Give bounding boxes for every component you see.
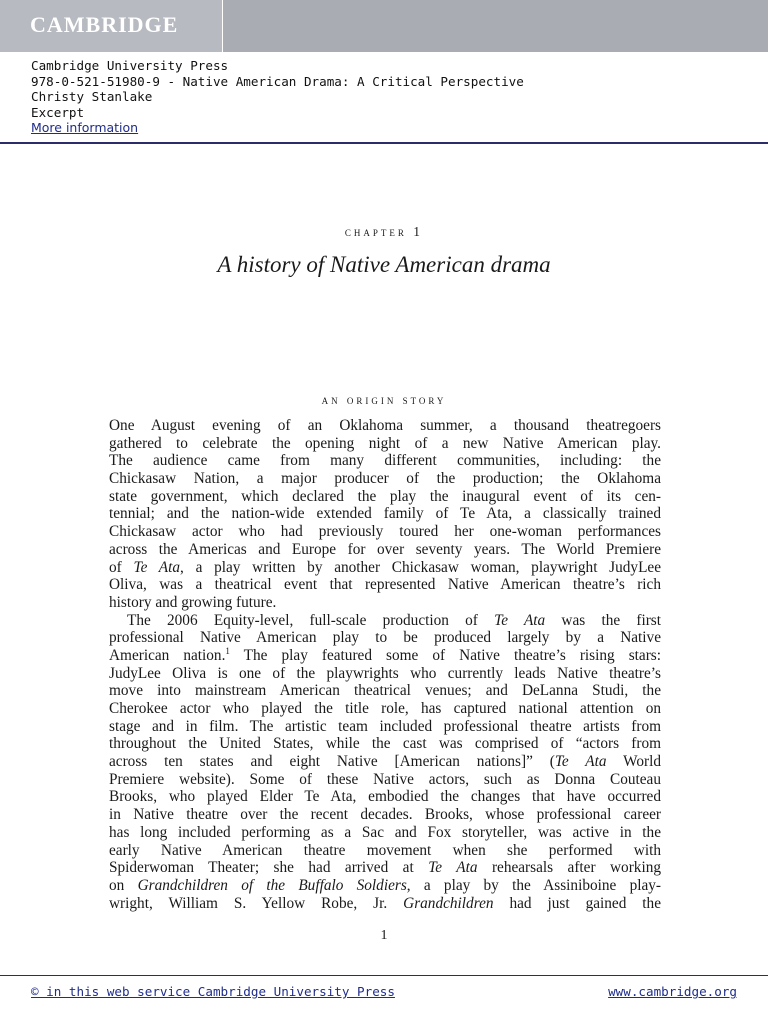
text-run: World <box>606 753 661 771</box>
text-line: JudyLee Oliva is one of the playwrights who currently leads Native theatre’s <box>109 664 661 682</box>
text-line: One August evening of an Oklahoma summer, a thousand theatregoers <box>109 417 661 434</box>
text-run: , a play by the Assiniboine play- <box>406 876 661 894</box>
text-line <box>109 895 661 913</box>
excerpt-label: Excerpt <box>31 104 85 120</box>
text-run: on <box>109 876 138 894</box>
cambridge-logo: CAMBRIDGE <box>30 12 179 37</box>
body-text <box>109 417 661 912</box>
text-line: throughout the United States, while the cast was comprised of “actors from <box>109 735 661 753</box>
italic-title: Te Ata <box>554 753 607 771</box>
publisher-banner <box>0 0 768 52</box>
text-run: wright, William S. Yellow Robe, Jr. <box>109 894 404 912</box>
text-run: across ten states and eight Native [American nations]” ( <box>109 753 555 771</box>
text-line: professional Native American play to be produced largely by a Native <box>109 629 661 647</box>
text-line: has long included performing as a Sac and Fox storyteller, was active in the <box>109 823 661 841</box>
footer-divider <box>0 975 768 976</box>
logo-box <box>0 0 223 52</box>
text-line: Chickasaw actor who had previously toured her one-woman performances <box>109 523 661 541</box>
text-run: had just gained the <box>493 894 661 912</box>
book-metadata <box>31 58 524 136</box>
more-information-link[interactable]: More information <box>31 120 139 135</box>
text-line: Cherokee actor who played the title role, has captured national attention on <box>109 700 661 717</box>
text-run: of <box>109 558 134 576</box>
chapter-label: chapter 1 <box>344 224 424 239</box>
copyright-link[interactable]: © in this web service Cambridge University Press <box>31 984 395 999</box>
publisher-name: Cambridge University Press <box>31 58 229 73</box>
chapter-title: A history of Native American drama <box>217 252 551 277</box>
italic-title: Te Ata <box>494 611 546 629</box>
text-line: state government, which declared the play the inaugural event of its cen- <box>109 487 661 505</box>
text-line: Brooks, who played Elder Te Ata, embodied the changes that have occurred <box>109 788 661 806</box>
italic-title: Te Ata <box>428 859 478 877</box>
italic-title: Grandchildren <box>403 894 494 912</box>
text-line: in Native theatre over the recent decades. Brooks, whose professional career <box>109 806 661 824</box>
text-run: The 2006 Equity-level, full-scale production of <box>127 611 495 629</box>
text-line: history and growing future. <box>109 593 277 611</box>
italic-title: Te Ata <box>133 558 181 576</box>
text-run: , a play written by another Chickasaw woman, playwright JudyLee <box>180 558 661 576</box>
text-run: Spiderwoman Theater; she had arrived at <box>109 859 429 877</box>
text-line: The audience came from many different communities, including: the <box>109 452 661 470</box>
author-name: Christy Stanlake <box>31 89 153 104</box>
text-line <box>109 612 661 630</box>
text-line: across the Americas and Europe for over seventy years. The World Premiere <box>109 540 661 558</box>
text-line: Oliva, was a theatrical event that represented Native American theatre’s rich <box>109 576 661 594</box>
text-line: gathered to celebrate the opening night of a new Native American play. <box>109 434 661 452</box>
header-divider <box>0 142 768 144</box>
text-run: rehearsals after working <box>477 859 661 877</box>
text-line <box>109 647 661 665</box>
text-line: stage and in film. The artistic team included professional theatre artists from <box>109 717 661 735</box>
text-run: The play featured some of Native theatre’s rising stars: <box>229 646 661 664</box>
text-line: Chickasaw Nation, a major producer of the production; the Oklahoma <box>109 470 661 488</box>
text-line <box>109 559 661 577</box>
section-heading: an origin story <box>321 392 447 407</box>
text-line: tennial; and the nation-wide extended family of Te Ata, a classically trained <box>109 505 661 523</box>
footnote-marker[interactable]: 1 <box>225 646 230 656</box>
text-line <box>109 859 661 877</box>
text-run: American nation. <box>109 646 226 664</box>
isbn-title: 978-0-521-51980-9 - Native American Drama: A Critical Perspective <box>31 73 524 89</box>
text-line <box>109 877 661 895</box>
text-line: early Native American theatre movement when she performed with <box>109 841 661 859</box>
page-number: 1 <box>380 928 388 943</box>
text-line: move into mainstream American theatrical venues; and DeLanna Studi, the <box>109 682 661 700</box>
italic-title: Grandchildren of the Buffalo Soldiers <box>137 876 407 894</box>
text-line: Premiere website). Some of these Native actors, such as Donna Couteau <box>109 770 661 788</box>
website-link[interactable]: www.cambridge.org <box>608 984 737 999</box>
text-run: was the first <box>545 611 661 629</box>
text-line <box>109 753 661 771</box>
